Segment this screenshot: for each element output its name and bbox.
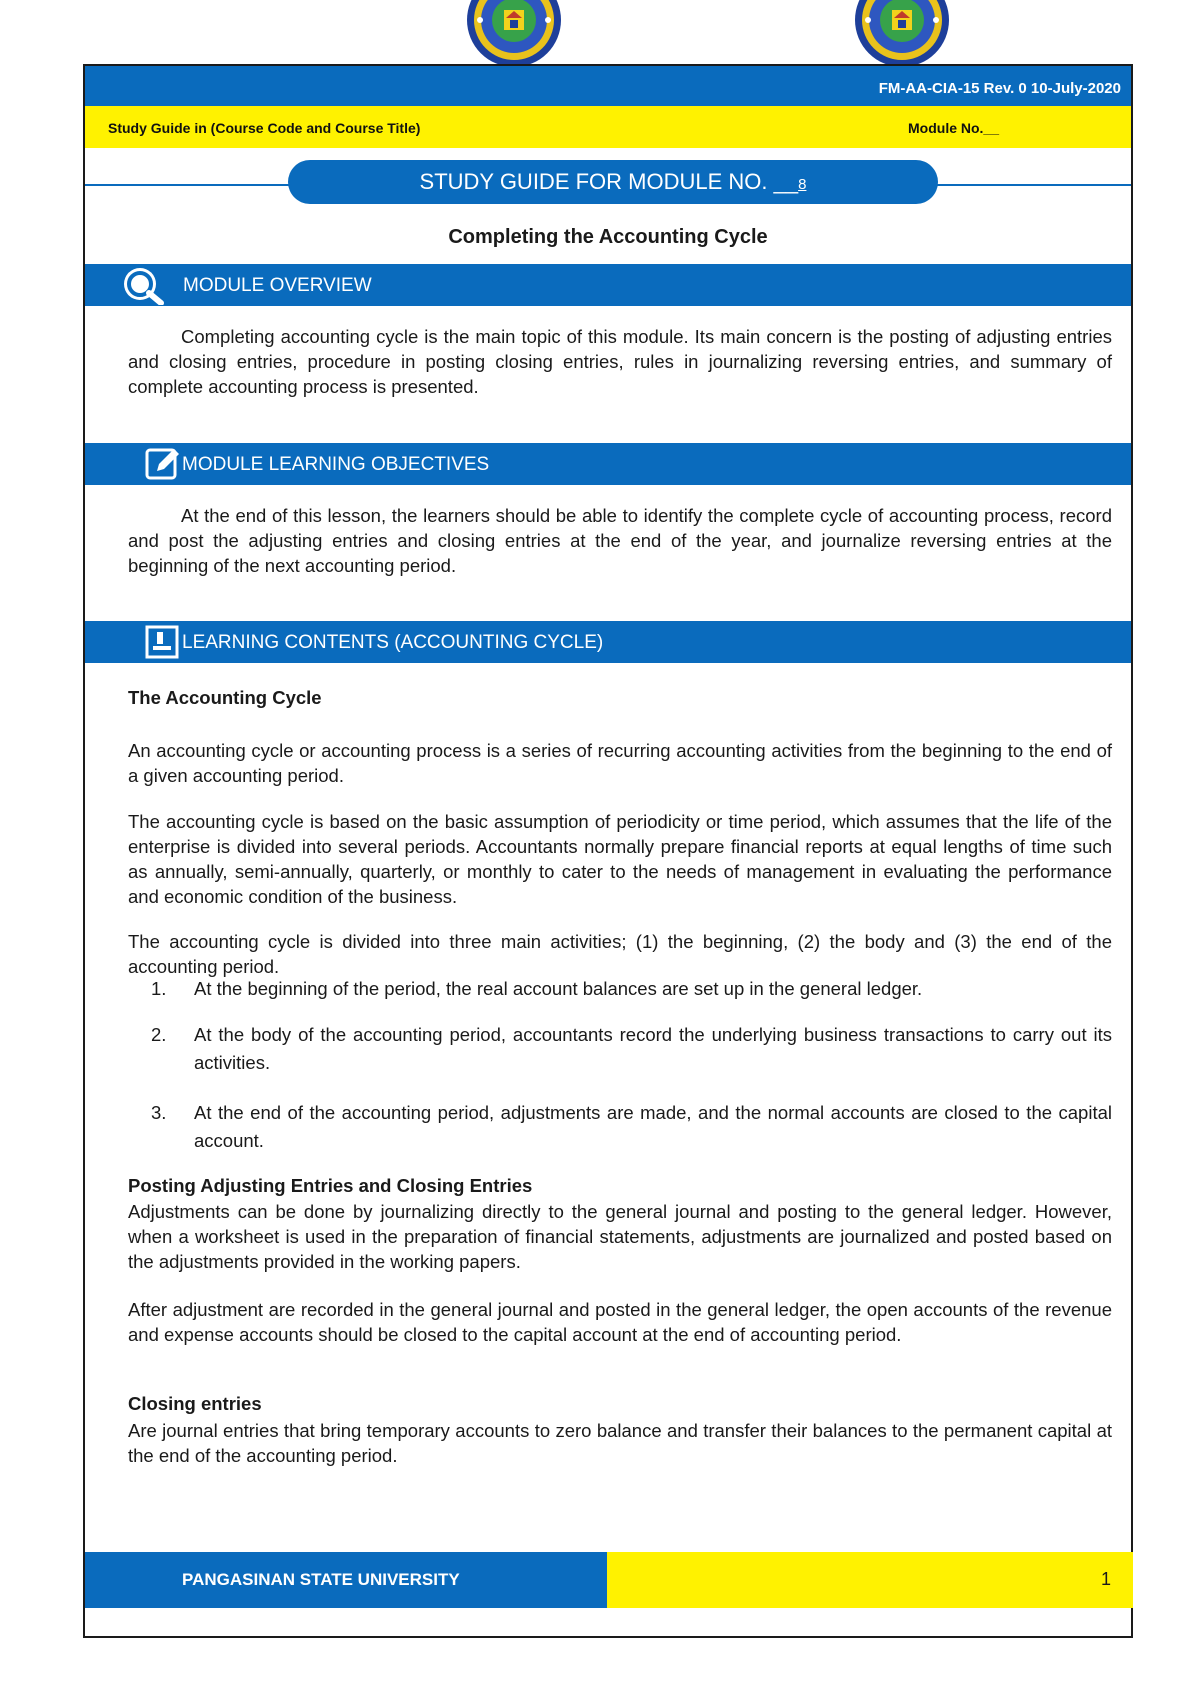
module-overview-heading: MODULE OVERVIEW — [183, 275, 372, 296]
learning-objectives-header — [85, 443, 1131, 485]
posting-entries-paragraph: Adjustments can be done by journalizing directly to the general journal and posting to the general ledger. However, when a worksheet is used in the preparation of financial statements, adjustments are journalized and posted based on the adjustments provided in the working papers. — [128, 1201, 1112, 1272]
university-seal-icon — [466, 0, 562, 68]
footer-page-bar — [607, 1552, 1133, 1608]
form-code: FM-AA-CIA-15 Rev. 0 10-July-2020 — [878, 80, 1121, 97]
magnifier-icon — [123, 267, 165, 311]
pencil-edit-icon — [145, 447, 181, 487]
overview-text: Completing accounting cycle is the main topic of this module. Its main concern is the posting of adjusting entries and closing entries, procedure in posting closing entries, rules in journalizing reversing entries, and summary of complete accounting process is presented. — [128, 326, 1112, 397]
closing-accounts-paragraph: After adjustment are recorded in the general journal and posted in the general ledger, the open accounts of the revenue and expense accounts should be closed to the capital account at the end of accounting period. — [128, 1299, 1112, 1345]
list-item: 1. At the beginning of the period, the real account balances are set up in the general ledger. — [151, 978, 923, 999]
page-number: 1 — [1100, 1569, 1111, 1589]
closing-entries-heading: Closing entries — [128, 1393, 262, 1414]
module-overview-header — [85, 264, 1131, 306]
module-number: 8 — [798, 176, 807, 193]
posting-entries-heading: Posting Adjusting Entries and Closing Entries — [128, 1175, 533, 1196]
study-guide-label: Study Guide in (Course Code and Course Title) — [108, 120, 421, 136]
accounting-cycle-definition: An accounting cycle or accounting process is a series of recurring accounting activities from the beginning to the end of a given accounting period. — [128, 740, 1112, 786]
accounting-cycle-heading: The Accounting Cycle — [128, 687, 322, 708]
closing-entries-definition: Are journal entries that bring temporary accounts to zero balance and transfer their balances to the permanent capital at the end of the accounting period. — [128, 1420, 1112, 1466]
module-title: Completing the Accounting Cycle — [448, 226, 768, 248]
periodicity-paragraph: The accounting cycle is based on the basic assumption of periodicity or time period, which assumes that the life of the enterprise is divided into several periods. Accountants normally prepare financial reports at equal lengths of time such as annually, semi-annually, quarterly, or monthly to cater to the needs of management in evaluating the performance and economic condition of the business. — [128, 811, 1112, 907]
list-item: 2. At the body of the accounting period, accountants record the underlying business transactions to carry out its activities. — [151, 1024, 1112, 1073]
module-no-label: Module No.__ — [908, 120, 1000, 136]
list-item: 3. At the end of the accounting period, adjustments are made, and the normal accounts are closed to the capital account. — [151, 1102, 1112, 1151]
learning-contents-heading: LEARNING CONTENTS (ACCOUNTING CYCLE) — [182, 632, 604, 653]
university-seal-icon — [854, 0, 950, 68]
university-name: PANGASINAN STATE UNIVERSITY — [182, 1570, 460, 1589]
footer-university-bar — [85, 1552, 607, 1608]
three-activities-paragraph: The accounting cycle is divided into three main activities; (1) the beginning, (2) the body and (3) the end of the accounting period. — [128, 931, 1112, 977]
study-guide-title-banner — [288, 160, 938, 204]
title-prefix: STUDY GUIDE FOR MODULE NO. __ — [419, 169, 799, 194]
objectives-text: At the end of this lesson, the learners should be able to identify the complete cycle of accounting process, record and post the adjusting entries and closing entries at the end of the year, and journalize reversing entries at the beginning of the next accounting period. — [128, 505, 1112, 576]
study-guide-page — [83, 64, 1133, 1638]
learning-objectives-heading: MODULE LEARNING OBJECTIVES — [182, 454, 490, 475]
form-code-bar — [85, 66, 1131, 106]
learning-contents-header — [85, 621, 1131, 663]
course-bar — [85, 106, 1131, 148]
document-icon — [145, 625, 181, 665]
